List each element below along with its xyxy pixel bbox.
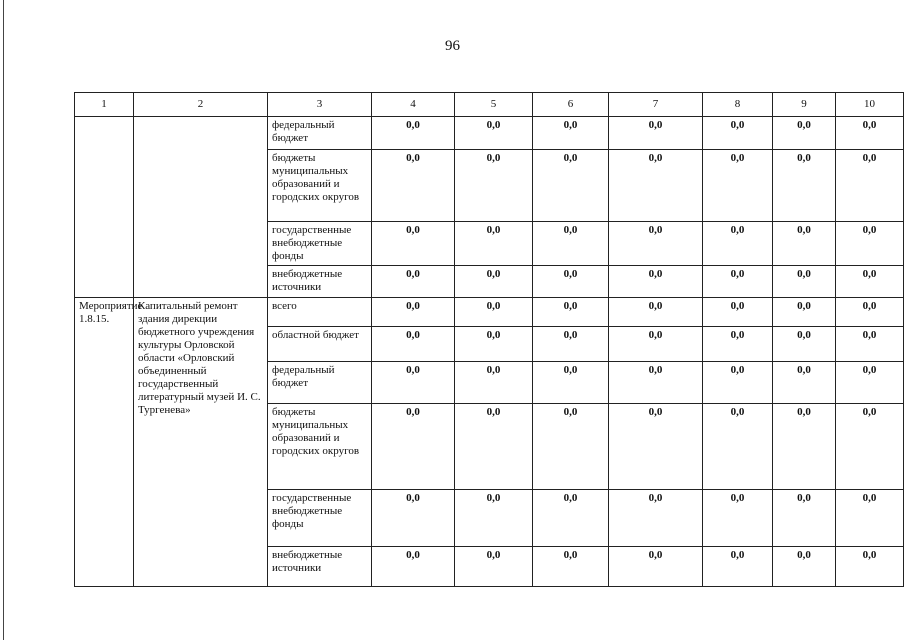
value-cell: 0,0 [372, 150, 455, 222]
value-cell: 0,0 [703, 117, 773, 150]
value-cell: 0,0 [703, 362, 773, 404]
value-cell: 0,0 [609, 547, 703, 587]
funding-source: внебюджетные источники [268, 547, 372, 587]
value-cell: 0,0 [533, 362, 609, 404]
value-cell: 0,0 [533, 404, 609, 490]
column-number-row [75, 93, 904, 117]
value-cell: 0,0 [773, 298, 836, 327]
value-cell: 0,0 [533, 327, 609, 362]
value-cell: 0,0 [836, 298, 904, 327]
value-cell: 0,0 [773, 547, 836, 587]
value-cell: 0,0 [703, 327, 773, 362]
value-cell: 0,0 [372, 266, 455, 298]
value-cell: 0,0 [455, 222, 533, 266]
column-header: 2 [134, 93, 268, 117]
measure-code-cell-continued [75, 117, 134, 298]
value-cell: 0,0 [703, 490, 773, 547]
value-cell: 0,0 [533, 222, 609, 266]
column-header: 3 [268, 93, 372, 117]
value-cell: 0,0 [836, 150, 904, 222]
value-cell: 0,0 [455, 150, 533, 222]
measure-title-cell-continued [134, 117, 268, 298]
value-cell: 0,0 [836, 362, 904, 404]
column-header: 10 [836, 93, 904, 117]
column-header: 1 [75, 93, 134, 117]
measure-code: Мероприятие 1.8.15. [75, 298, 134, 587]
page-left-edge [3, 0, 4, 640]
value-cell: 0,0 [773, 404, 836, 490]
value-cell: 0,0 [533, 298, 609, 327]
funding-source: внебюджетные источники [268, 266, 372, 298]
funding-source: государственные внебюджетные фонды [268, 222, 372, 266]
value-cell: 0,0 [773, 327, 836, 362]
value-cell: 0,0 [372, 298, 455, 327]
value-cell: 0,0 [372, 547, 455, 587]
value-cell: 0,0 [609, 362, 703, 404]
column-header: 9 [773, 93, 836, 117]
value-cell: 0,0 [455, 298, 533, 327]
value-cell: 0,0 [609, 490, 703, 547]
value-cell: 0,0 [533, 150, 609, 222]
funding-source: федеральный бюджет [268, 362, 372, 404]
value-cell: 0,0 [609, 266, 703, 298]
column-header: 8 [703, 93, 773, 117]
value-cell: 0,0 [609, 150, 703, 222]
value-cell: 0,0 [372, 222, 455, 266]
column-header: 4 [372, 93, 455, 117]
value-cell: 0,0 [533, 117, 609, 150]
value-cell: 0,0 [455, 404, 533, 490]
measure-title: Капитальный ремонт здания дирекции бюджетного учреждения культуры Орловской области «Орловский объединенный государственный литературный музей И. С. Тургенева» [134, 298, 268, 587]
value-cell: 0,0 [609, 327, 703, 362]
funding-source: всего [268, 298, 372, 327]
funding-source: федеральный бюджет [268, 117, 372, 150]
funding-table [74, 92, 904, 587]
column-header: 7 [609, 93, 703, 117]
value-cell: 0,0 [836, 266, 904, 298]
value-cell: 0,0 [455, 362, 533, 404]
value-cell: 0,0 [533, 266, 609, 298]
value-cell: 0,0 [773, 150, 836, 222]
funding-source: областной бюджет [268, 327, 372, 362]
value-cell: 0,0 [372, 404, 455, 490]
value-cell: 0,0 [455, 266, 533, 298]
value-cell: 0,0 [609, 117, 703, 150]
value-cell: 0,0 [836, 222, 904, 266]
column-header: 5 [455, 93, 533, 117]
value-cell: 0,0 [455, 547, 533, 587]
value-cell: 0,0 [372, 490, 455, 547]
page-number: 96 [445, 38, 460, 54]
value-cell: 0,0 [773, 266, 836, 298]
value-cell: 0,0 [703, 222, 773, 266]
value-cell: 0,0 [372, 362, 455, 404]
table-row [75, 117, 904, 150]
value-cell: 0,0 [703, 150, 773, 222]
value-cell: 0,0 [836, 327, 904, 362]
funding-source: бюджеты муниципальных образований и городских округов [268, 404, 372, 490]
value-cell: 0,0 [372, 117, 455, 150]
value-cell: 0,0 [836, 490, 904, 547]
funding-source: бюджеты муниципальных образований и городских округов [268, 150, 372, 222]
value-cell: 0,0 [533, 490, 609, 547]
value-cell: 0,0 [836, 117, 904, 150]
value-cell: 0,0 [609, 298, 703, 327]
value-cell: 0,0 [533, 547, 609, 587]
column-header: 6 [533, 93, 609, 117]
value-cell: 0,0 [773, 490, 836, 547]
value-cell: 0,0 [773, 222, 836, 266]
value-cell: 0,0 [773, 362, 836, 404]
value-cell: 0,0 [836, 404, 904, 490]
value-cell: 0,0 [703, 404, 773, 490]
value-cell: 0,0 [455, 327, 533, 362]
value-cell: 0,0 [609, 222, 703, 266]
value-cell: 0,0 [773, 117, 836, 150]
value-cell: 0,0 [455, 490, 533, 547]
value-cell: 0,0 [703, 298, 773, 327]
value-cell: 0,0 [703, 266, 773, 298]
value-cell: 0,0 [703, 547, 773, 587]
value-cell: 0,0 [372, 327, 455, 362]
funding-source: государственные внебюджетные фонды [268, 490, 372, 547]
value-cell: 0,0 [836, 547, 904, 587]
value-cell: 0,0 [455, 117, 533, 150]
table-row [75, 298, 904, 327]
value-cell: 0,0 [609, 404, 703, 490]
